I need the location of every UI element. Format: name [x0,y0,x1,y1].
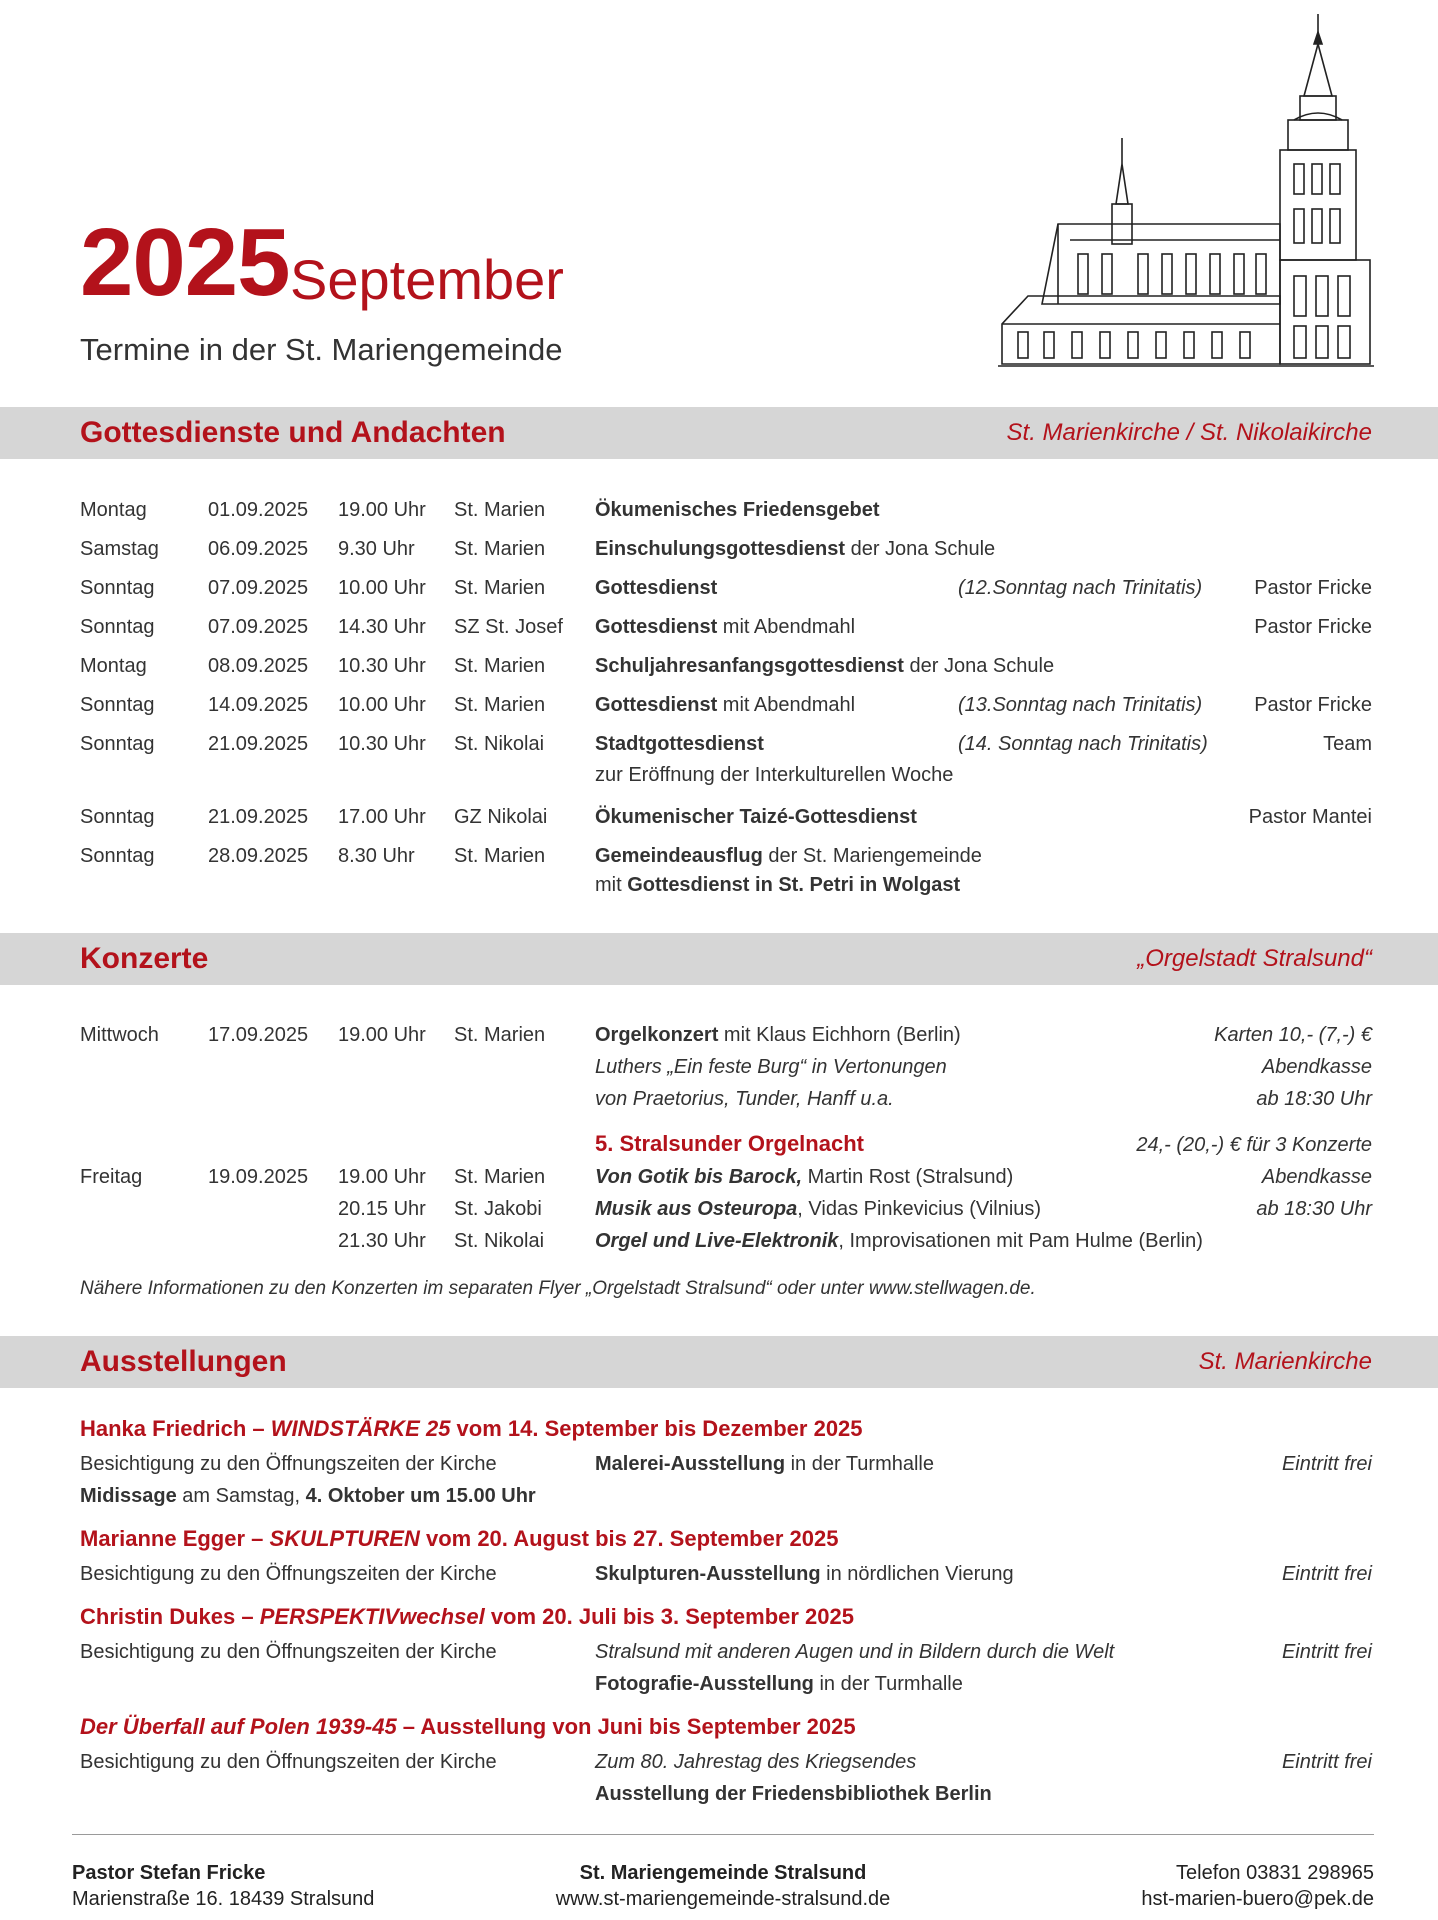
orgelnacht-part-performer: Martin Rost (Stralsund) [802,1166,1014,1188]
footer-website-link[interactable]: www.st-mariengemeinde-stralsund.de [555,1888,891,1910]
concert1-title [595,1021,961,1049]
service-time: 19.00 Uhr [338,499,426,521]
exhibition4-work: Der Überfall auf Polen 1939-45 [80,1714,397,1739]
orgelnacht-part-place: St. Nikolai [454,1230,545,1252]
concerts-tagline: „Orgelstadt Stralsund“ [1137,945,1372,972]
orgelnacht-price: 24,- (20,-) € für 3 Konzerte [1136,1134,1372,1156]
exhibition2-desc [595,1560,1014,1588]
concert1-title-rest: mit Klaus Eichhorn (Berlin) [718,1024,961,1046]
service-event [595,842,982,870]
orgelnacht-box-time: ab 18:30 Uhr [1256,1198,1372,1220]
orgelnacht-part-performer: , Vidas Pinkevicius (Vilnius) [797,1198,1042,1220]
service-day: Sonntag [80,845,155,867]
concert1-date: 17.09.2025 [208,1024,309,1046]
service-event-title: Einschulungsgottesdienst [595,538,846,560]
orgelnacht-part-title: Orgel und Live-Elektronik [595,1230,839,1252]
orgelnacht-part-time: 21.30 Uhr [338,1230,426,1252]
service-place: SZ St. Josef [454,616,563,638]
exhibition3-visit: Besichtigung zu den Öffnungszeiten der Kirche [80,1641,497,1663]
gemeindeausflug-subline-prefix: mit [595,874,628,896]
exhibition2-artist: Marianne Egger – [80,1526,270,1551]
year-heading: 2025 [80,209,290,316]
exhibition1-artist: Hanka Friedrich – [80,1416,271,1441]
service-officiant: Pastor Mantei [1248,806,1372,828]
exhibition1-desc [595,1450,934,1478]
footer-organization: St. Mariengemeinde Stralsund [579,1862,867,1884]
service-day: Sonntag [80,733,155,755]
service-place: St. Marien [454,538,546,560]
exhibition4-title [80,1712,856,1742]
service-event-title: Stadtgottesdienst [595,733,764,755]
services-location: St. Marienkirche / St. Nikolaikirche [1006,419,1372,446]
exhibition3-artist: Christin Dukes – [80,1604,260,1629]
service-place: St. Marien [454,845,546,867]
service-event-title: Ökumenischer Taizé-Gottesdienst [595,806,917,828]
footer-pastor-name: Pastor Stefan Fricke [72,1862,266,1884]
service-place: St. Marien [454,577,546,599]
exhibition4-range: – Ausstellung von Juni bis September 2025 [396,1714,856,1739]
service-date: 28.09.2025 [208,845,309,867]
service-date: 07.09.2025 [208,616,309,638]
exhibition4-entry: Eintritt frei [1281,1751,1372,1773]
exhibition4-visit: Besichtigung zu den Öffnungszeiten der Kirche [80,1751,497,1773]
service-place: GZ Nikolai [454,806,548,828]
service-sunday-note: (14. Sonntag nach Trinitatis) [958,733,1208,755]
service-event [595,496,880,524]
concerts-info-note: Nähere Informationen zu den Konzerten im separaten Flyer „Orgelstadt Stralsund“ oder unter www.stellwagen.de. [80,1278,1036,1299]
service-time: 14.30 Uhr [338,616,426,638]
service-event-detail: mit Abendmahl [717,694,856,716]
exhibition3-entry: Eintritt frei [1281,1641,1372,1663]
orgelnacht-box-office: Abendkasse [1261,1166,1372,1188]
service-event-detail: der St. Mariengemeinde [762,845,982,867]
service-day: Sonntag [80,616,155,638]
exhibition3-range: vom 20. Juli bis 3. September 2025 [484,1604,854,1629]
exhibition1-desc-rest: in der Turmhalle [785,1453,935,1475]
exhibition2-desc-rest: in nördlichen Vierung [820,1563,1014,1585]
service-day: Sonntag [80,577,155,599]
concert1-place: St. Marien [454,1024,546,1046]
service-officiant: Team [1323,733,1372,755]
service-event [595,613,855,641]
orgelnacht-part-program [595,1163,1013,1191]
service-sunday-note: (13.Sonntag nach Trinitatis) [958,694,1203,716]
concert1-time: 19.00 Uhr [338,1024,426,1046]
service-place: St. Marien [454,655,546,677]
footer-phone: Telefon 03831 298965 [1176,1862,1374,1884]
exhibitions-section-title: Ausstellungen [80,1345,287,1378]
exhibition2-range: vom 20. August bis 27. September 2025 [419,1526,839,1551]
page-subtitle: Termine in der St. Mariengemeinde [80,332,563,367]
exhibition1-work: WINDSTÄRKE 25 [270,1416,451,1441]
exhibition2-work: SKULPTUREN [269,1526,420,1551]
service-event-detail: der Jona Schule [845,538,996,560]
service-event [595,535,995,563]
service-date: 21.09.2025 [208,733,309,755]
concert1-line3: von Praetorius, Tunder, Hanff u.a. [595,1088,894,1110]
service-date: 14.09.2025 [208,694,309,716]
orgelnacht-part-title: Musik aus Osteuropa [595,1198,798,1220]
concert1-box-office: Abendkasse [1261,1056,1372,1078]
exhibition2-visit: Besichtigung zu den Öffnungszeiten der Kirche [80,1563,497,1585]
service-date: 21.09.2025 [208,806,309,828]
service-sunday-note: (12.Sonntag nach Trinitatis) [958,577,1203,599]
exhibition4-desc-line1: Zum 80. Jahrestag des Kriegsendes [595,1751,917,1773]
service-date: 01.09.2025 [208,499,309,521]
service-day: Sonntag [80,694,155,716]
service-time: 10.00 Uhr [338,694,426,716]
exhibition3-desc-rest: in der Turmhalle [813,1673,963,1695]
month-heading: September [290,248,564,311]
footer-email-link[interactable]: hst-marien-buero@pek.de [1141,1888,1374,1910]
service-event [595,730,764,758]
service-time: 10.30 Uhr [338,733,426,755]
exhibition1-midissage [80,1482,536,1510]
orgelnacht-heading: 5. Stralsunder Orgelnacht [595,1131,864,1156]
service-date: 07.09.2025 [208,577,309,599]
exhibition3-work: PERSPEKTIVwechsel [259,1604,485,1629]
concert1-line2: Luthers „Ein feste Burg“ in Vertonungen [595,1056,947,1078]
service-day: Sonntag [80,806,155,828]
service-event-title: Gemeindeausflug [595,845,763,867]
orgelnacht-part-place: St. Jakobi [454,1198,542,1220]
concert1-day: Mittwoch [80,1024,159,1046]
exhibitions-location: St. Marienkirche [1198,1348,1372,1375]
exhibition1-visit: Besichtigung zu den Öffnungszeiten der Kirche [80,1453,497,1475]
exhibition1-range: vom 14. September bis Dezember 2025 [450,1416,863,1441]
service-day: Samstag [80,538,159,560]
service-event-title: Schuljahresanfangsgottesdienst [595,655,904,677]
exhibition2-desc-bold: Skulpturen-Ausstellung [595,1563,821,1585]
service-event-title: Gottesdienst [595,616,718,638]
footer-address: Marienstraße 16. 18439 Stralsund [72,1888,375,1910]
service-event-title: Ökumenisches Friedensgebet [595,499,880,521]
exhibition2-entry: Eintritt frei [1281,1563,1372,1585]
orgelnacht-part-place: St. Marien [454,1166,546,1188]
orgelnacht-part-program [595,1227,1203,1255]
service-event-title: Gottesdienst [595,694,718,716]
service-time: 10.00 Uhr [338,577,426,599]
concert1-title-bold: Orgelkonzert [595,1024,719,1046]
service-officiant: Pastor Fricke [1254,694,1372,716]
orgelnacht-part-performer: , Improvisationen mit Pam Hulme (Berlin) [838,1230,1203,1252]
service-day: Montag [80,499,147,521]
service-event [595,803,917,831]
concerts-section-title: Konzerte [80,942,209,975]
service-officiant: Pastor Fricke [1254,616,1372,638]
service-date: 08.09.2025 [208,655,309,677]
service-place: St. Marien [454,694,546,716]
orgelnacht-day: Freitag [80,1166,143,1188]
service-time: 17.00 Uhr [338,806,426,828]
service-event [595,652,1054,680]
exhibition3-desc-bold: Fotografie-Ausstellung [595,1673,814,1695]
orgelnacht-part-program [595,1195,1041,1223]
services-section-title: Gottesdienste und Andachten [80,416,506,449]
orgelnacht-part-time: 19.00 Uhr [338,1166,426,1188]
midissage-date: 4. Oktober um 15.00 Uhr [305,1485,536,1507]
service-date: 06.09.2025 [208,538,309,560]
exhibition1-title [80,1414,863,1444]
midissage-text: am Samstag, [176,1485,306,1507]
service-event [595,574,717,602]
gemeindeausflug-subline [595,871,960,899]
church-drawing [998,14,1374,370]
orgelnacht-part-time: 20.15 Uhr [338,1198,426,1220]
service-event-detail: der Jona Schule [903,655,1055,677]
service-time: 10.30 Uhr [338,655,426,677]
service-place: St. Nikolai [454,733,545,755]
service-event [595,691,855,719]
exhibition1-entry: Eintritt frei [1281,1453,1372,1475]
service-officiant: Pastor Fricke [1254,577,1372,599]
exhibition3-desc-line2 [595,1670,963,1698]
gemeindeausflug-subline-bold: Gottesdienst in St. Petri in Wolgast [627,874,961,896]
exhibition3-title [80,1602,854,1632]
service-place: St. Marien [454,499,546,521]
midissage-label: Midissage [80,1485,177,1507]
orgelnacht-date: 19.09.2025 [208,1166,309,1188]
exhibition2-title [80,1524,838,1554]
stadtgottesdienst-subline: zur Eröffnung der Interkulturellen Woche [595,764,954,786]
concert1-box-time: ab 18:30 Uhr [1256,1088,1372,1110]
service-day: Montag [80,655,147,677]
service-event-title: Gottesdienst [595,577,718,599]
service-time: 8.30 Uhr [338,845,415,867]
footer-divider [72,1834,1374,1835]
concert1-price: Karten 10,- (7,-) € [1214,1024,1372,1046]
orgelnacht-part-title: Von Gotik bis Barock, [595,1166,803,1188]
exhibition4-desc-line2: Ausstellung der Friedensbibliothek Berlin [595,1783,992,1805]
exhibition1-desc-bold: Malerei-Ausstellung [595,1453,786,1475]
service-time: 9.30 Uhr [338,538,415,560]
exhibition3-desc-line1: Stralsund mit anderen Augen und in Bildern durch die Welt [595,1641,1115,1663]
service-event-detail: mit Abendmahl [717,616,856,638]
